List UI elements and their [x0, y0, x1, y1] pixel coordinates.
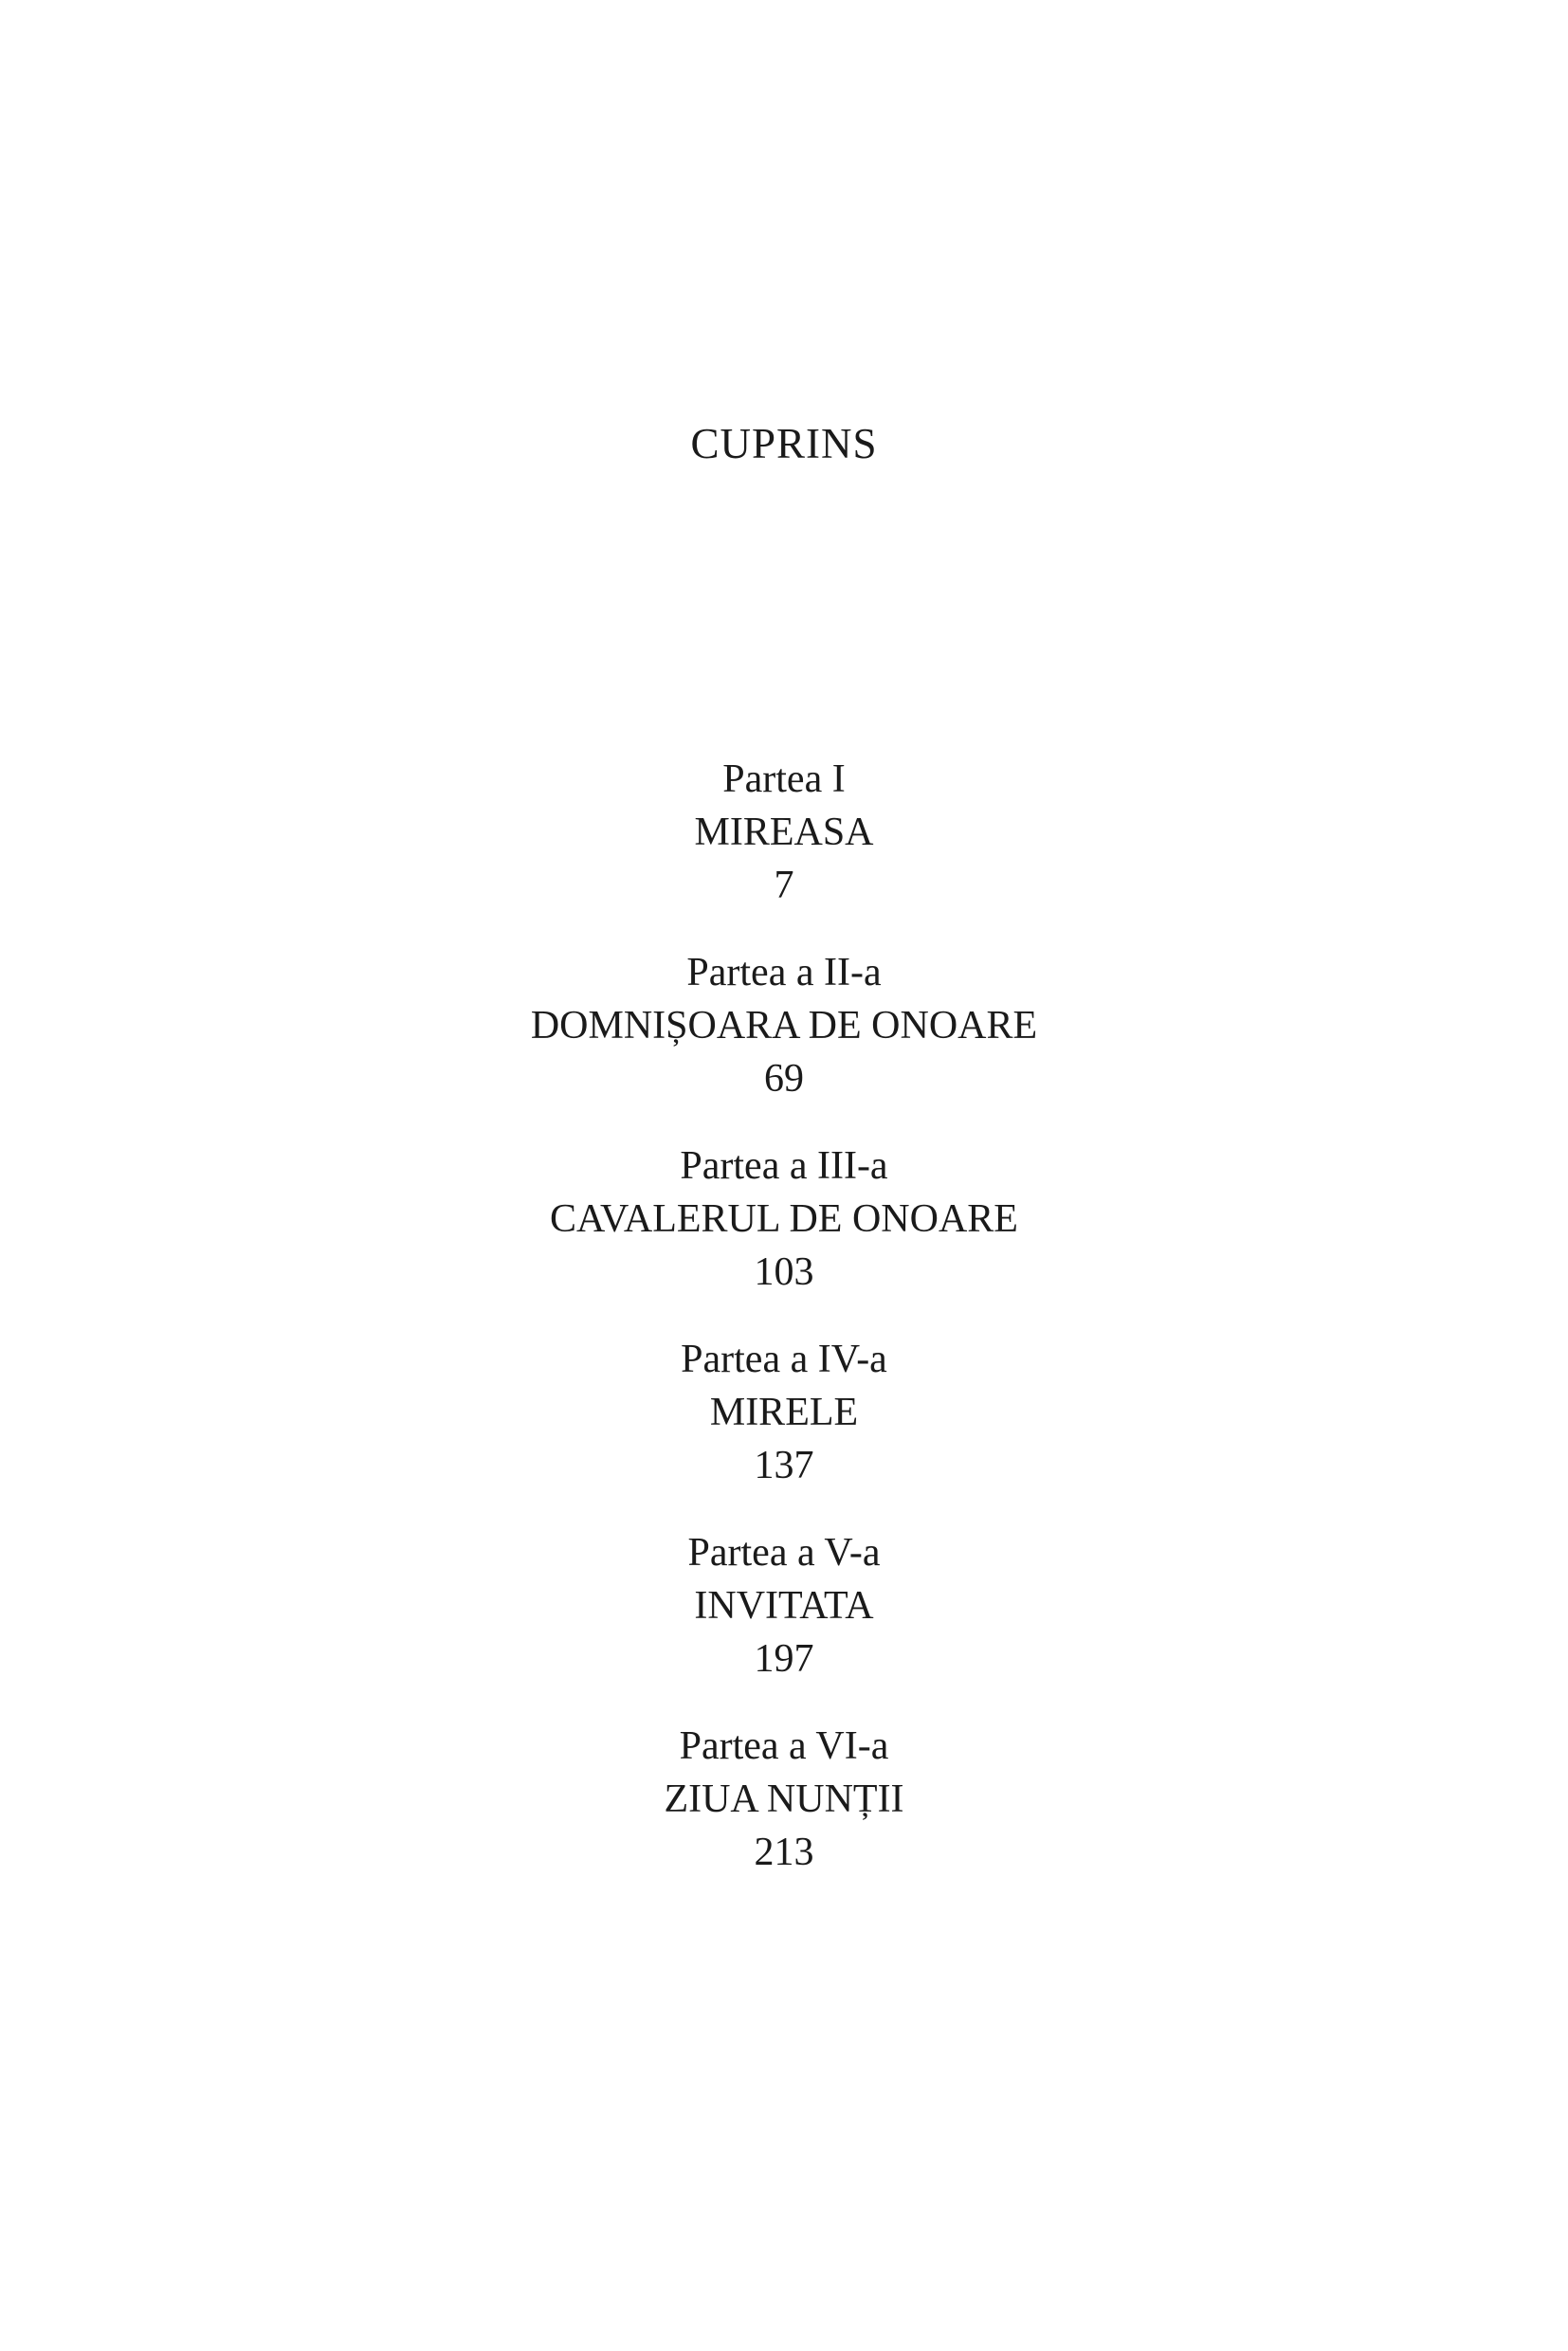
toc-entry [0, 753, 1568, 912]
page-number: 7 [774, 864, 794, 907]
part-label: Partea a II-a [686, 951, 882, 994]
part-title: MIRELE [709, 1391, 859, 1434]
part-title: DOMNIȘOARA DE ONOARE [530, 1004, 1038, 1048]
part-title: ZIUA NUNȚII [664, 1777, 904, 1821]
toc-entry [0, 1526, 1568, 1686]
part-label: Partea a V-a [687, 1531, 881, 1575]
page-number: 69 [764, 1057, 804, 1101]
part-label: Partea a IV-a [681, 1338, 887, 1381]
part-title: CAVALERUL DE ONOARE [550, 1197, 1018, 1241]
page-title: CUPRINS [690, 420, 878, 467]
toc-entry [0, 1720, 1568, 1879]
page-number: 137 [754, 1444, 814, 1487]
page-number: 197 [754, 1637, 814, 1681]
part-title: INVITATA [694, 1584, 874, 1628]
part-label: Partea I [722, 757, 846, 801]
toc-entry [0, 1139, 1568, 1299]
page-number: 103 [754, 1250, 814, 1294]
part-label: Partea a III-a [680, 1144, 888, 1188]
page-number: 213 [754, 1831, 814, 1874]
toc-entry [0, 1333, 1568, 1492]
table-of-contents [0, 753, 1568, 1913]
part-title: MIREASA [694, 811, 874, 854]
toc-entry [0, 946, 1568, 1105]
part-label: Partea a VI-a [679, 1724, 889, 1768]
